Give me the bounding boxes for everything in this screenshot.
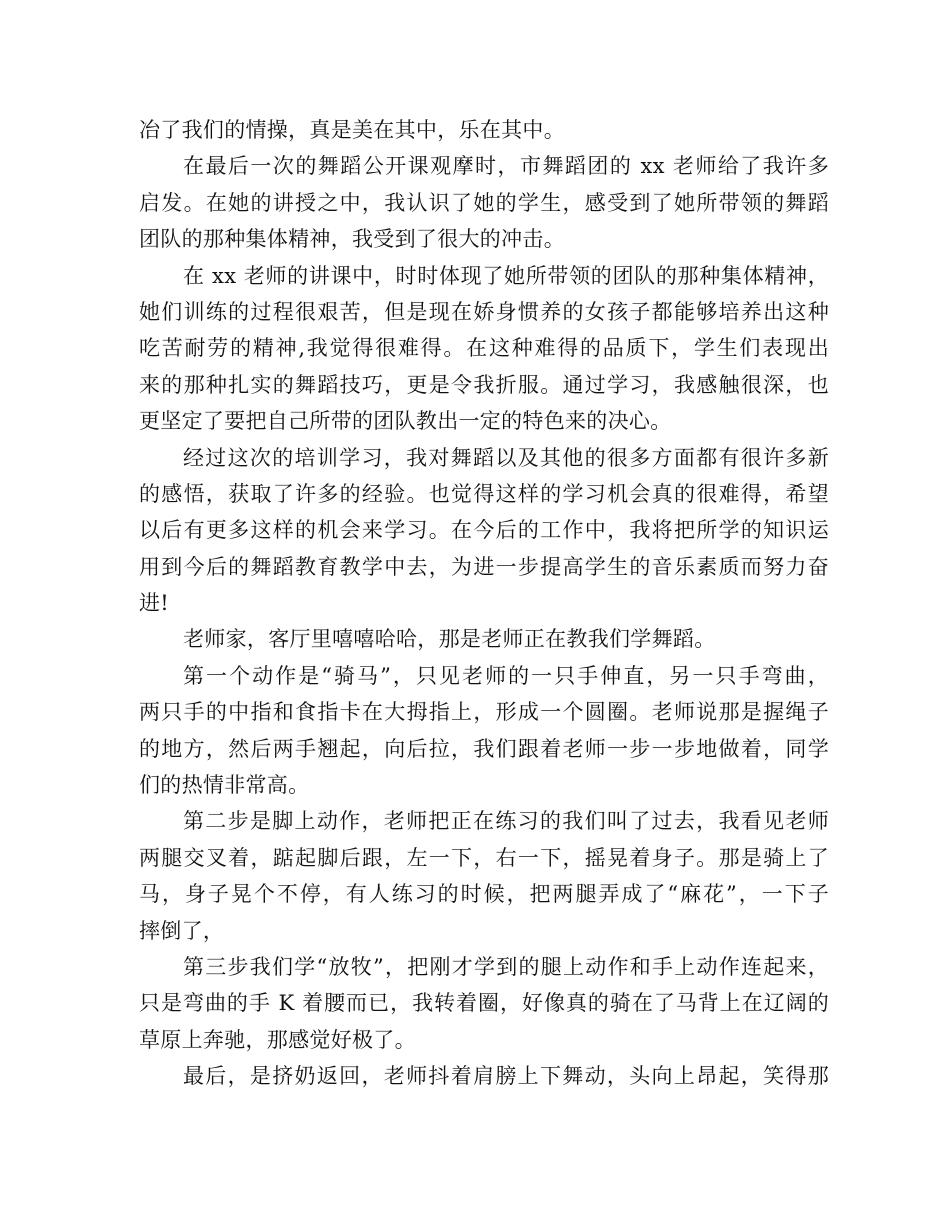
text-line: 吃苦耐劳的精神,我觉得很难得。在这种难得的品质下，学生们表现出: [139, 336, 829, 361]
text-line: 启发。在她的讲授之中，我认识了她的学生，感受到了她所带领的舞蹈: [139, 190, 829, 215]
text-line: 老师家，客厅里嘻嘻哈哈，那是老师正在教我们学舞蹈。: [183, 627, 716, 652]
text-line: 在最后一次的舞蹈公开课观摩时，市舞蹈团的 xx 老师给了我许多: [183, 154, 829, 179]
text-line: 最后，是挤奶返回，老师抖着肩膀上下舞动，头向上昂起，笑得那: [183, 1064, 829, 1089]
text-line: 的感悟，获取了许多的经验。也觉得这样的学习机会真的很难得，希望: [139, 481, 829, 506]
text-line: 进!: [139, 591, 170, 616]
text-line: 只是弯曲的手 K 着腰而已，我转着圈，好像真的骑在了马背上在辽阔的: [139, 991, 829, 1016]
text-line: 两腿交叉着，踮起脚后跟，左一下，右一下，摇晃着身子。那是骑上了: [139, 845, 829, 870]
text-line: 草原上奔驰，那感觉好极了。: [139, 1027, 416, 1052]
text-line: 马，身子晃个不停，有人练习的时候，把两腿弄成了“麻花”，一下子: [139, 882, 829, 907]
text-line: 摔倒了，: [139, 918, 225, 943]
text-line: 冶了我们的情操，真是美在其中，乐在其中。: [139, 118, 565, 142]
text-line: 用到今后的舞蹈教育教学中去，为进一步提高学生的音乐素质而努力奋: [139, 554, 829, 579]
text-line: 第一个动作是“骑马”，只见老师的一只手伸直，另一只手弯曲，: [183, 663, 829, 688]
text-line: 团队的那种集体精神，我受到了很大的冲击。: [139, 227, 565, 252]
text-line: 以后有更多这样的机会来学习。在今后的工作中，我将把所学的知识运: [139, 518, 829, 543]
text-line: 第二步是脚上动作，老师把正在练习的我们叫了过去，我看见老师: [183, 809, 829, 834]
text-line: 来的那种扎实的舞蹈技巧，更是令我折服。通过学习，我感触很深，也: [139, 372, 829, 397]
text-line: 们的热情非常高。: [139, 773, 310, 798]
text-line: 在 xx 老师的讲课中，时时体现了她所带领的团队的那种集体精神，: [183, 263, 829, 288]
text-line: 两只手的中指和食指卡在大拇指上，形成一个圆圈。老师说那是握绳子: [139, 700, 829, 725]
document-body: [139, 112, 829, 1095]
text-line: 她们训练的过程很艰苦，但是现在娇身惯养的女孩子都能够培养出这种: [139, 299, 829, 324]
text-line: 更坚定了要把自己所带的团队教出一定的特色来的决心。: [139, 409, 672, 434]
text-line: 第三步我们学“放牧”，把刚才学到的腿上动作和手上动作连起来，: [183, 954, 829, 979]
text-line: 的地方，然后两手翘起，向后拉，我们跟着老师一步一步地做着，同学: [139, 736, 829, 761]
text-line: 经过这次的培训学习，我对舞蹈以及其他的很多方面都有很许多新: [183, 445, 829, 470]
